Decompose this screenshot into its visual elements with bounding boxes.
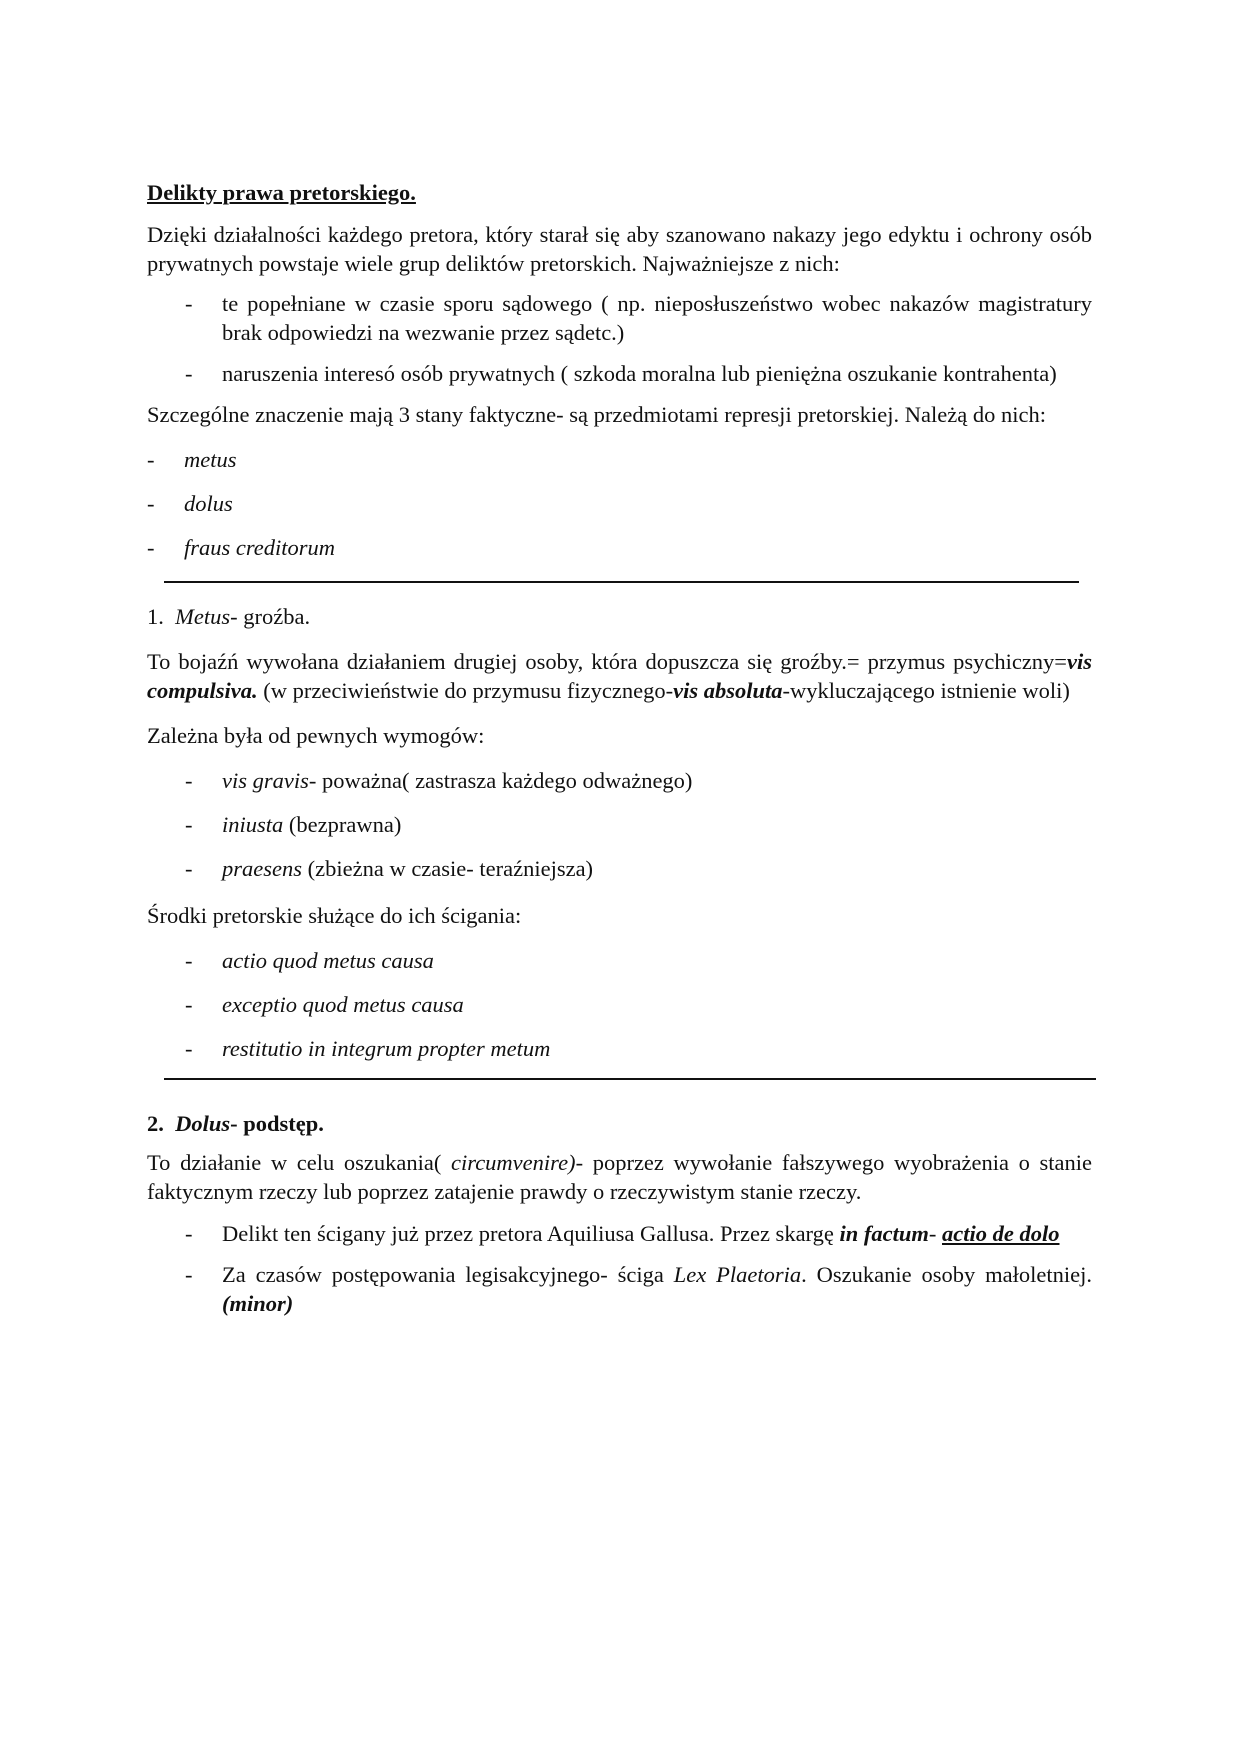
list-item [147, 445, 1092, 474]
state-term: fraus creditorum [184, 535, 336, 560]
term-actio-de-dolo: actio de dolo [942, 1221, 1060, 1246]
term-lex-plaetoria: Lex Plaetoria [673, 1262, 802, 1287]
requirement-term: praesens [222, 856, 302, 881]
means-intro: Środki pretorskie służące do ich ścigania: [147, 903, 522, 928]
states-list [147, 445, 1092, 562]
term-vis-compulsiva: vis compulsiva. [147, 649, 1092, 703]
section-subtitle: - groźba. [230, 604, 311, 629]
requirement-term: vis gravis [222, 768, 309, 793]
section-subtitle: - podstęp. [230, 1111, 324, 1136]
delict-groups-list [147, 289, 1092, 388]
state-term: metus [184, 447, 237, 472]
state-term: dolus [184, 491, 233, 516]
states-intro-paragraph: Szczególne znaczenie mają 3 stany faktyczne- są przedmiotami represji pretorskiej. Należą do nich: [147, 402, 1046, 427]
means-list [147, 946, 1092, 1063]
list-item [147, 1034, 1092, 1063]
term-minor: (minor) [222, 1291, 294, 1316]
list-item: - naruszenia interesó osób prywatnych ( szkoda moralna lub pieniężna oszukanie kontrahenta) [147, 359, 1092, 388]
metus-definition: To bojaźń wywołana działaniem drugiej osoby, która dopuszcza się groźby.= przymus psychiczny=vis compulsiva. (w przeciwieństwie do przymusu fizycznego-vis absoluta-wykluczającego istnienie woli) [147, 649, 1092, 703]
metus-heading [147, 602, 1092, 631]
list-item: - Za czasów postępowania legisakcyjnego- ściga Lex Plaetoria. Oszukanie osoby małoletniej. (minor) [147, 1260, 1092, 1318]
section-number: 1. [147, 604, 164, 629]
document-body [147, 178, 1092, 1318]
dolus-heading [147, 1109, 1092, 1138]
requirement-term: iniusta [222, 812, 284, 837]
list-item: - te popełniane w czasie sporu sądowego ( np. nieposłuszeństwo wobec nakazów magistratury brak odpowiedzi na wezwanie przez sądetc.) [147, 289, 1092, 347]
list-item: - vis gravis- poważna( zastrasza każdego odważnego) [147, 766, 1092, 795]
dolus-definition: To działanie w celu oszukania( circumvenire)- poprzez wywołanie fałszywego wyobrażenia o stanie faktycznym rzeczy lub poprzez zatajenie prawdy o rzeczywistym stanie rzeczy. [147, 1150, 1092, 1204]
section-term: Dolus [175, 1111, 231, 1136]
means-term: exceptio quod metus causa [222, 992, 464, 1017]
section-number: 2. [147, 1111, 164, 1136]
term-circumvenire: circumvenire) [451, 1150, 576, 1175]
list-item: - praesens (zbieżna w czasie- teraźniejsza) [147, 854, 1092, 883]
means-term: actio quod metus causa [222, 948, 434, 973]
requirements-list [147, 766, 1092, 883]
list-item [147, 489, 1092, 518]
requirements-intro: Zależna była od pewnych wymogów: [147, 723, 485, 748]
means-term: restitutio in integrum propter metum [222, 1036, 551, 1061]
list-item [147, 533, 1092, 562]
list-item: - Delikt ten ścigany już przez pretora Aquiliusa Gallusa. Przez skargę in factum- actio de dolo [147, 1219, 1092, 1248]
section-divider [164, 581, 1079, 583]
list-item [147, 946, 1092, 975]
section-term: Metus [175, 604, 231, 629]
dolus-list [147, 1219, 1092, 1318]
list-item [147, 990, 1092, 1019]
intro-paragraph: Dzięki działalności każdego pretora, który starał się aby szanowano nakazy jego edyktu i ochrony osób prywatnych powstaje wiele grup deliktów pretorskich. Najważniejsze z nich: [147, 222, 1092, 276]
document-title: Delikty prawa pretorskiego. [147, 180, 416, 205]
term-in-factum: in factum [839, 1221, 929, 1246]
section-divider [164, 1078, 1096, 1080]
term-vis-absoluta: vis absoluta [673, 678, 783, 703]
list-item: - iniusta (bezprawna) [147, 810, 1092, 839]
